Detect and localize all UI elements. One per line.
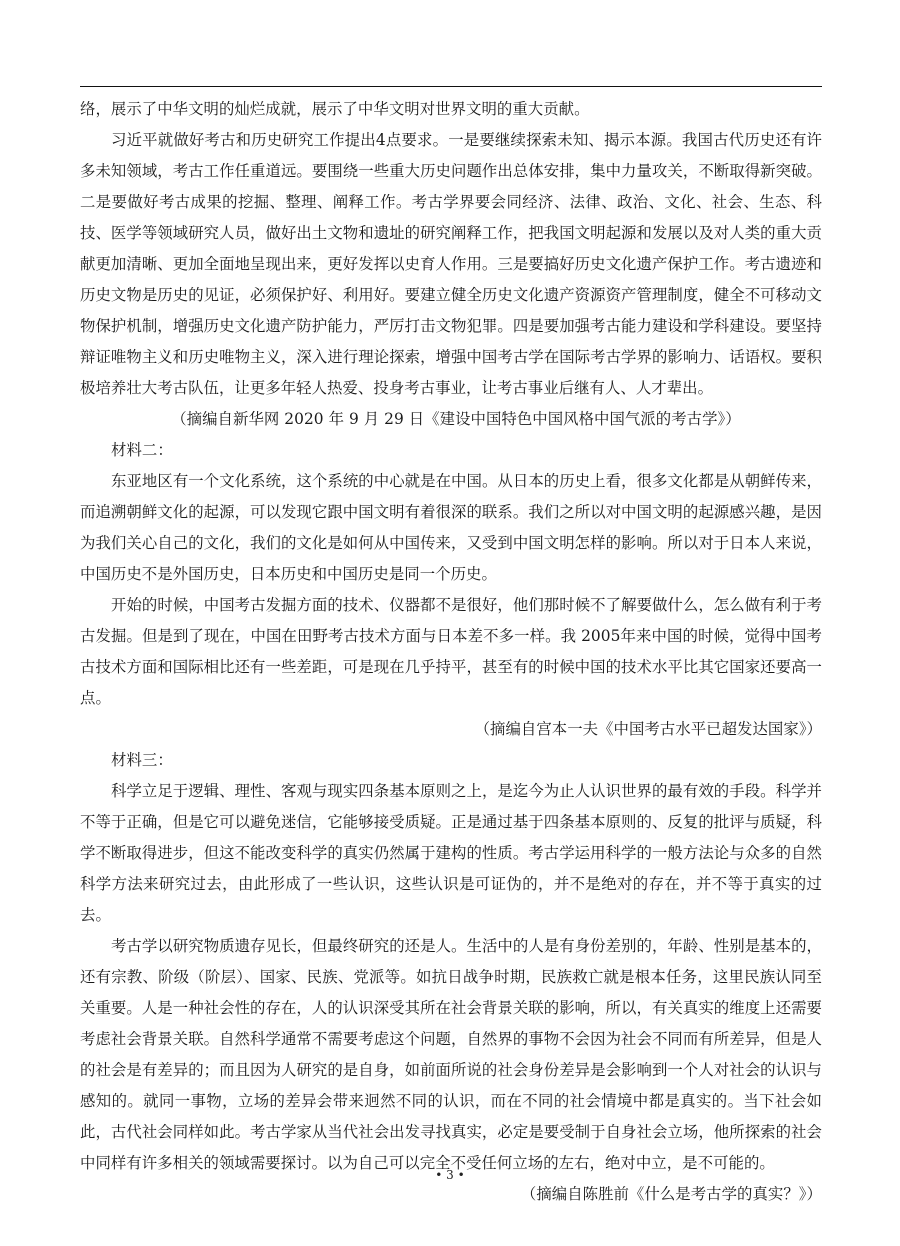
header-rule — [80, 86, 822, 87]
paragraph-archaeology-people: 考古学以研究物质遗存见长，但最终研究的还是人。生活中的人是有身份差别的，年龄、性别是基本的，还有宗教、阶级（阶层）、国家、民族、党派等。如抗日战争时期，民族救亡就是根本任务，这里民族认同至关重要。人是一种社会性的存在，人的认识深受其所在社会背景关联的影响，所以，有关真实的维度上还需要考虑社会背景关联。自然科学通常不需要考虑这个问题，自然界的事物不会因为社会不同而有所差异，但是人的社会是有差异的；而且因为人研究的是自身，如前面所说的社会身份差异是会影响到一个人对社会的认识与感知的。就同一事物，立场的差异会带来迥然不同的认识，而在不同的社会情境中都是真实的。当下社会如此，古代社会同样如此。考古学家从当代社会出发寻找真实，必定是要受制于自身社会立场，他所探索的社会中同样有许多相关的领域需要探讨。以为自己可以完全不受任何立场的左右，绝对中立，是不可能的。 — [80, 937, 822, 1172]
source-citation-chen: （摘编自陈胜前《什么是考古学的真实？》） — [520, 1185, 822, 1203]
material-three-label: 材料三： — [111, 751, 173, 769]
paragraph-science-principles: 科学立足于逻辑、理性、客观与现实四条基本原则之上，是迄今为止人认识世界的最有效的手段。科学并不等于正确，但是它可以避免迷信，它能够接受质疑。正是通过基于四条基本原则的、反复的批评与质疑，科学不断取得进步，但这不能改变科学的真实仍然属于建构的性质。考古学运用科学的一般方法论与众多的自然科学方法来研究过去，由此形成了一些认识，这些认识是可证伪的，并不是绝对的存在，并不等于真实的过去。 — [80, 782, 822, 924]
paragraph-east-asia-culture: 东亚地区有一个文化系统，这个系统的中心就是在中国。从日本的历史上看，很多文化都是从朝鲜传来，而追溯朝鲜文化的起源，可以发现它跟中国文明有着很深的联系。我们之所以对中国文明的起源感兴趣，是因为我们关心自己的文化，我们的文化是如何从中国传来，又受到中国文明怎样的影响。所以对于日本人来说，中国历史不是外国历史，日本历史和中国历史是同一个历史。 — [80, 472, 822, 583]
paragraph-archaeology-technology: 开始的时候，中国考古发掘方面的技术、仪器都不是很好，他们那时候不了解要做什么，怎么做有利于考古发掘。但是到了现在，中国在田野考古技术方面与日本差不多一样。我 2005年来中国的时候，觉得中国考古技术方面和国际相比还有一些差距，可是现在几乎持平，甚至有的时候中国的技术水平比其它国家还要高一点。 — [80, 596, 822, 707]
source-citation-xinhua: （摘编自新华网 2020 年 9 月 29 日《建设中国特色中国风格中国气派的考古学》） — [171, 410, 741, 428]
paragraph-continuation: 络，展示了中华文明的灿烂成就，展示了中华文明对世界文明的重大贡献。 — [80, 100, 590, 118]
source-citation-miyamoto: （摘编自宫本一夫《中国考古水平已超发达国家》） — [474, 720, 822, 738]
material-two-label: 材料二： — [111, 441, 173, 459]
paragraph-xi-four-requirements: 习近平就做好考古和历史研究工作提出4点要求。一是要继续探索未知、揭示本源。我国古代历史还有许多未知领域，考古工作任重道远。要围绕一些重大历史问题作出总体安排，集中力量攻关，不断取得新突破。二是要做好考古成果的挖掘、整理、阐释工作。考古学界要会同经济、法律、政治、文化、社会、生态、科技、医学等领域研究人员，做好出土文物和遗址的研究阐释工作，把我国文明起源和发展以及对人类的重大贡献更加清晰、更加全面地呈现出来，更好发挥以史育人作用。三是要搞好历史文化遗产保护工作。考古遗迹和历史文物是历史的见证，必须保护好、利用好。要建立健全历史文化遗产资源资产管理制度，健全不可移动文物保护机制，增强历史文化遗产防护能力，严厉打击文物犯罪。四是要加强考古能力建设和学科建设。要坚持辩证唯物主义和历史唯物主义，深入进行理论探索，增强中国考古学在国际考古学界的影响力、话语权。要积极培养壮大考古队伍，让更多年轻人热爱、投身考古事业，让考古事业后继有人、人才辈出。 — [80, 131, 822, 397]
document-body — [80, 94, 822, 1210]
page-number: • 3 • — [435, 1168, 465, 1182]
